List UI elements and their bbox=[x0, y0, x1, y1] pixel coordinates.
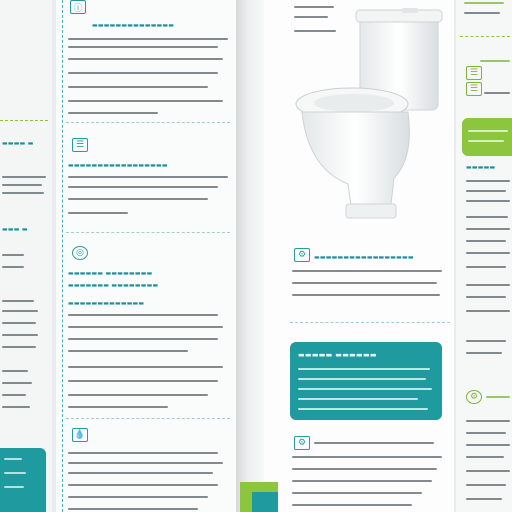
list-icon: ☰ bbox=[466, 66, 482, 80]
text-line bbox=[4, 472, 26, 474]
text-line bbox=[464, 2, 504, 4]
text-line bbox=[292, 294, 440, 296]
text-line bbox=[68, 176, 228, 178]
text-line bbox=[68, 38, 228, 40]
section-heading: ▬▬▬▬▬ bbox=[466, 164, 496, 171]
text-line bbox=[466, 470, 510, 472]
far-right-panel bbox=[456, 0, 512, 512]
text-line bbox=[68, 462, 223, 464]
text-line bbox=[466, 200, 510, 202]
text-line bbox=[68, 314, 218, 316]
section-heading: ▬▬▬▬▬▬ ▬▬▬▬▬▬▬▬ bbox=[68, 270, 153, 277]
text-line bbox=[292, 270, 442, 272]
target-icon: ◎ bbox=[72, 246, 88, 260]
section-heading: ▬▬▬ ▬ bbox=[2, 226, 28, 233]
divider bbox=[290, 322, 450, 323]
text-line bbox=[468, 140, 504, 142]
text-line bbox=[2, 192, 44, 194]
text-line bbox=[292, 468, 437, 470]
text-line bbox=[4, 486, 24, 488]
text-line bbox=[466, 252, 510, 254]
divider bbox=[460, 36, 510, 37]
text-line bbox=[68, 394, 208, 396]
flush-icon: ⚙ bbox=[294, 248, 310, 262]
text-line bbox=[466, 498, 502, 500]
text-line bbox=[466, 284, 510, 286]
toilet-bowl-opening bbox=[314, 94, 394, 112]
green-callout-box bbox=[462, 118, 512, 156]
water-drop-icon: 💧 bbox=[72, 428, 88, 442]
text-line bbox=[2, 322, 36, 324]
text-line bbox=[2, 406, 30, 408]
text-line bbox=[466, 240, 506, 242]
text-line bbox=[2, 370, 28, 372]
divider bbox=[66, 232, 230, 233]
section-heading: ▬▬▬▬▬▬▬▬▬▬▬▬▬▬▬▬▬ bbox=[314, 254, 414, 261]
text-line bbox=[292, 492, 422, 494]
tank-lid bbox=[356, 10, 442, 22]
text-line bbox=[292, 480, 432, 482]
text-line bbox=[68, 86, 208, 88]
text-line bbox=[68, 186, 218, 188]
text-line bbox=[4, 458, 22, 460]
toilet-photo bbox=[294, 8, 444, 223]
section-heading: ▬▬▬▬ ▬ bbox=[2, 140, 34, 147]
text-line bbox=[466, 352, 502, 354]
text-line bbox=[298, 398, 418, 400]
flush-button bbox=[402, 8, 418, 13]
text-line bbox=[2, 394, 26, 396]
teal-callout-box bbox=[290, 342, 442, 420]
text-line bbox=[2, 310, 38, 312]
text-line bbox=[2, 254, 24, 256]
text-line bbox=[466, 180, 510, 182]
text-line bbox=[2, 300, 34, 302]
toilet-bowl bbox=[302, 112, 409, 213]
text-line bbox=[466, 190, 506, 192]
text-line bbox=[298, 378, 426, 380]
text-line bbox=[68, 472, 213, 474]
text-line bbox=[466, 340, 506, 342]
section-heading: ▬▬▬▬▬▬▬▬▬▬▬▬▬▬ bbox=[92, 22, 175, 29]
teal-tab bbox=[252, 492, 278, 512]
text-line bbox=[2, 176, 46, 178]
left-panel bbox=[0, 0, 52, 512]
text-line bbox=[2, 266, 24, 268]
text-line bbox=[68, 406, 168, 408]
text-line bbox=[466, 310, 510, 312]
text-line bbox=[68, 338, 218, 340]
text-line bbox=[466, 228, 510, 230]
text-line bbox=[68, 452, 218, 454]
callout-title: ▬▬▬▬▬ ▬▬▬▬▬▬ bbox=[298, 351, 377, 359]
text-line bbox=[466, 432, 506, 434]
toilet-base bbox=[346, 204, 396, 218]
text-line bbox=[68, 198, 208, 200]
text-line bbox=[466, 456, 504, 458]
info-icon: ⓘ bbox=[70, 0, 86, 14]
text-line bbox=[464, 12, 500, 14]
text-line bbox=[68, 350, 188, 352]
text-line bbox=[480, 60, 510, 62]
divider bbox=[66, 122, 230, 123]
divider bbox=[0, 120, 48, 121]
text-line bbox=[2, 334, 38, 336]
text-line bbox=[466, 444, 510, 446]
text-line bbox=[292, 456, 442, 458]
text-line bbox=[68, 212, 128, 214]
divider bbox=[66, 418, 230, 419]
text-line bbox=[68, 484, 218, 486]
text-line bbox=[68, 496, 208, 498]
text-line bbox=[466, 266, 506, 268]
text-line bbox=[2, 382, 32, 384]
text-line bbox=[298, 408, 428, 410]
section-heading: ▬▬▬▬▬▬▬▬▬▬▬▬▬▬▬▬▬ bbox=[68, 162, 168, 169]
text-line bbox=[298, 388, 432, 390]
text-line bbox=[468, 130, 508, 132]
center-panel bbox=[56, 0, 236, 512]
text-line bbox=[68, 112, 158, 114]
text-line bbox=[2, 184, 42, 186]
gear-icon: ⚙ bbox=[294, 436, 310, 450]
list-icon: ☰ bbox=[72, 138, 88, 152]
text-line bbox=[292, 504, 412, 506]
text-line bbox=[292, 282, 437, 284]
text-line bbox=[466, 420, 510, 422]
list-icon: ☰ bbox=[466, 82, 482, 96]
text-line bbox=[68, 326, 223, 328]
section-heading: ▬▬▬▬▬▬▬▬▬▬▬▬▬ bbox=[68, 300, 145, 307]
text-line bbox=[68, 58, 223, 60]
text-line bbox=[298, 368, 430, 370]
text-line bbox=[2, 346, 36, 348]
text-line bbox=[484, 92, 510, 94]
text-line bbox=[68, 380, 218, 382]
text-line bbox=[68, 72, 218, 74]
text-line bbox=[68, 508, 198, 510]
text-line bbox=[486, 396, 510, 398]
text-line bbox=[68, 366, 223, 368]
text-line bbox=[466, 296, 506, 298]
text-line bbox=[68, 46, 218, 48]
margin-rule bbox=[62, 0, 63, 512]
text-line bbox=[466, 484, 506, 486]
section-heading: ▬▬▬▬▬▬▬ ▬▬▬▬▬▬▬▬ bbox=[68, 282, 159, 289]
text-line bbox=[466, 216, 508, 218]
text-line bbox=[68, 100, 223, 102]
text-line bbox=[314, 442, 434, 444]
page-fold bbox=[236, 0, 264, 512]
gear-icon: ⚙ bbox=[466, 390, 482, 404]
